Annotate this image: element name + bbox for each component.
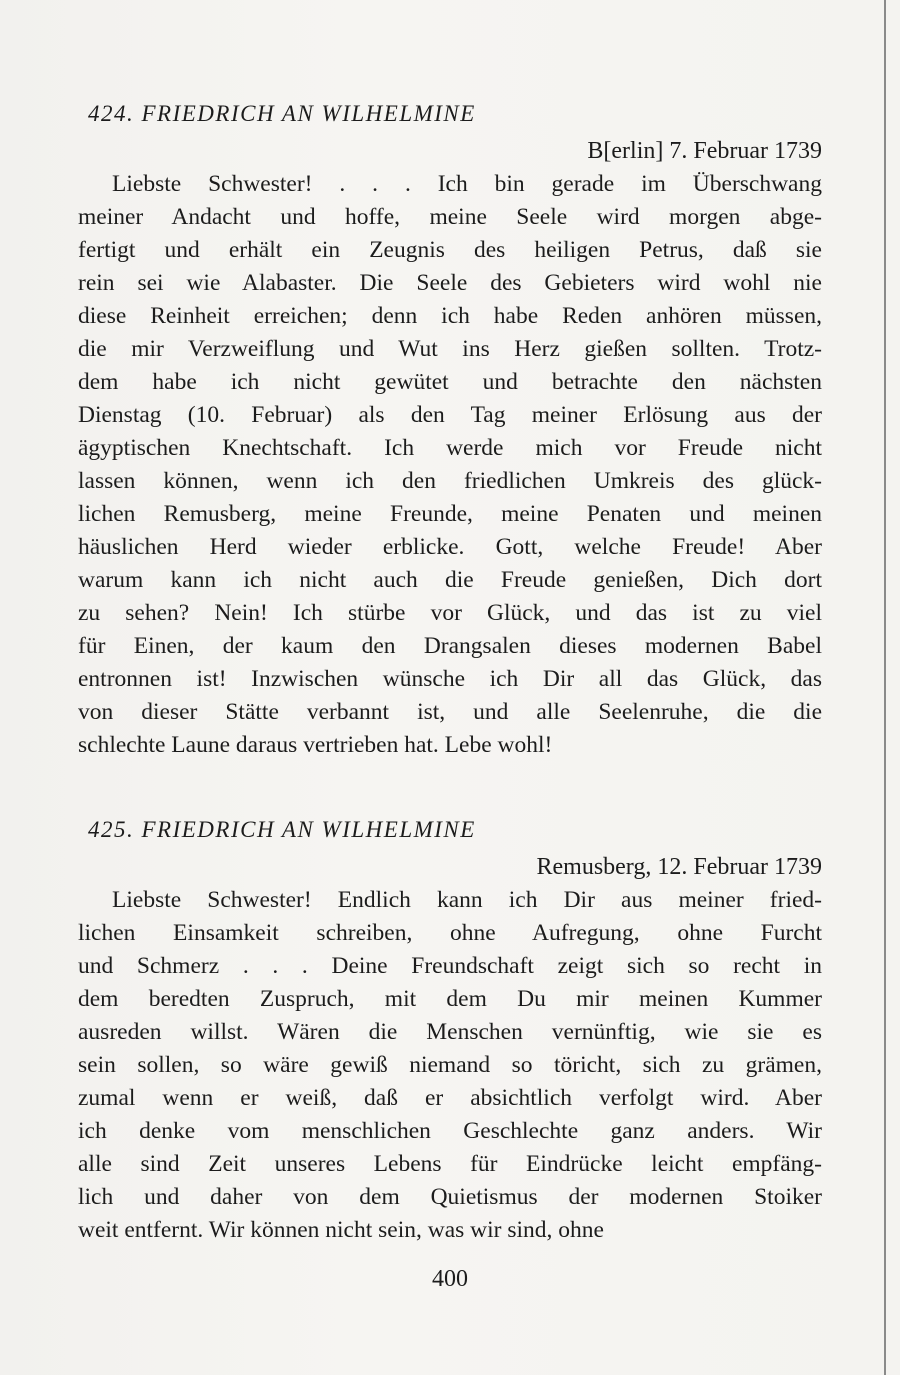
text-line: zu sehen? Nein! Ich stürbe vor Glück, und das ist zu viel xyxy=(78,600,822,626)
text-line: dem habe ich nicht gewütet und betrachte den nächsten xyxy=(78,369,822,395)
text-line: und Schmerz . . . Deine Freundschaft zeigt sich so recht in xyxy=(78,953,822,979)
letter-heading: 424. FRIEDRICH AN WILHELMINE xyxy=(88,101,476,126)
text-line: von dieser Stätte verbannt ist, und alle Seelenruhe, die die xyxy=(78,699,822,725)
text-line: fertigt und erhält ein Zeugnis des heiligen Petrus, daß sie xyxy=(78,237,822,263)
text-line: lassen können, wenn ich den friedlichen Umkreis des glück- xyxy=(78,468,822,494)
text-line: die mir Verzweiflung und Wut ins Herz gießen sollten. Trotz- xyxy=(78,336,822,362)
text-line: diese Reinheit erreichen; denn ich habe Reden anhören müssen, xyxy=(78,303,822,329)
text-line: lich und daher von dem Quietismus der modernen Stoiker xyxy=(78,1184,822,1210)
text-line: sein sollen, so wäre gewiß niemand so töricht, sich zu grämen, xyxy=(78,1052,822,1078)
text-line: Liebste Schwester! Endlich kann ich Dir aus meiner fried- xyxy=(112,887,822,913)
letter-body xyxy=(78,884,822,1247)
text-line: weit entfernt. Wir können nicht sein, was wir sind, ohne xyxy=(78,1217,604,1243)
text-line: ägyptischen Knechtschaft. Ich werde mich vor Freude nicht xyxy=(78,435,822,461)
text-line: lichen Remusberg, meine Freunde, meine Penaten und meinen xyxy=(78,501,822,527)
letter-dateline: Remusberg, 12. Februar 1739 xyxy=(536,854,822,880)
text-line: entronnen ist! Inzwischen wünsche ich Dir all das Glück, das xyxy=(78,666,822,692)
page-content xyxy=(78,98,822,1299)
text-line: für Einen, der kaum den Drangsalen dieses modernen Babel xyxy=(78,633,822,659)
text-line: warum kann ich nicht auch die Freude genießen, Dich dort xyxy=(78,567,822,593)
text-line: lichen Einsamkeit schreiben, ohne Aufregung, ohne Furcht xyxy=(78,920,822,946)
letter-424 xyxy=(78,98,822,762)
text-line: Dienstag (10. Februar) als den Tag meiner Erlösung aus der xyxy=(78,402,822,428)
text-line: ausreden willst. Wären die Menschen vernünftig, wie sie es xyxy=(78,1019,822,1045)
page-number: 400 xyxy=(432,1266,468,1292)
text-line: schlechte Laune daraus vertrieben hat. Lebe wohl! xyxy=(78,732,553,758)
text-line: häuslichen Herd wieder erblicke. Gott, welche Freude! Aber xyxy=(78,534,822,560)
letter-body xyxy=(78,168,822,762)
text-line: dem beredten Zuspruch, mit dem Du mir meinen Kummer xyxy=(78,986,822,1012)
page-edge-line xyxy=(884,0,886,1375)
letter-dateline: B[erlin] 7. Februar 1739 xyxy=(587,138,822,164)
letter-heading: 425. FRIEDRICH AN WILHELMINE xyxy=(88,817,476,842)
text-line: alle sind Zeit unseres Lebens für Eindrücke leicht empfäng- xyxy=(78,1151,822,1177)
text-line: Liebste Schwester! . . . Ich bin gerade im Überschwang xyxy=(112,171,822,197)
text-line: zumal wenn er weiß, daß er absichtlich verfolgt wird. Aber xyxy=(78,1085,822,1111)
text-line: meiner Andacht und hoffe, meine Seele wird morgen abge- xyxy=(78,204,822,230)
text-line: ich denke vom menschlichen Geschlechte ganz anders. Wir xyxy=(78,1118,822,1144)
letter-425 xyxy=(78,814,822,1247)
text-line: rein sei wie Alabaster. Die Seele des Gebieters wird wohl nie xyxy=(78,270,822,296)
